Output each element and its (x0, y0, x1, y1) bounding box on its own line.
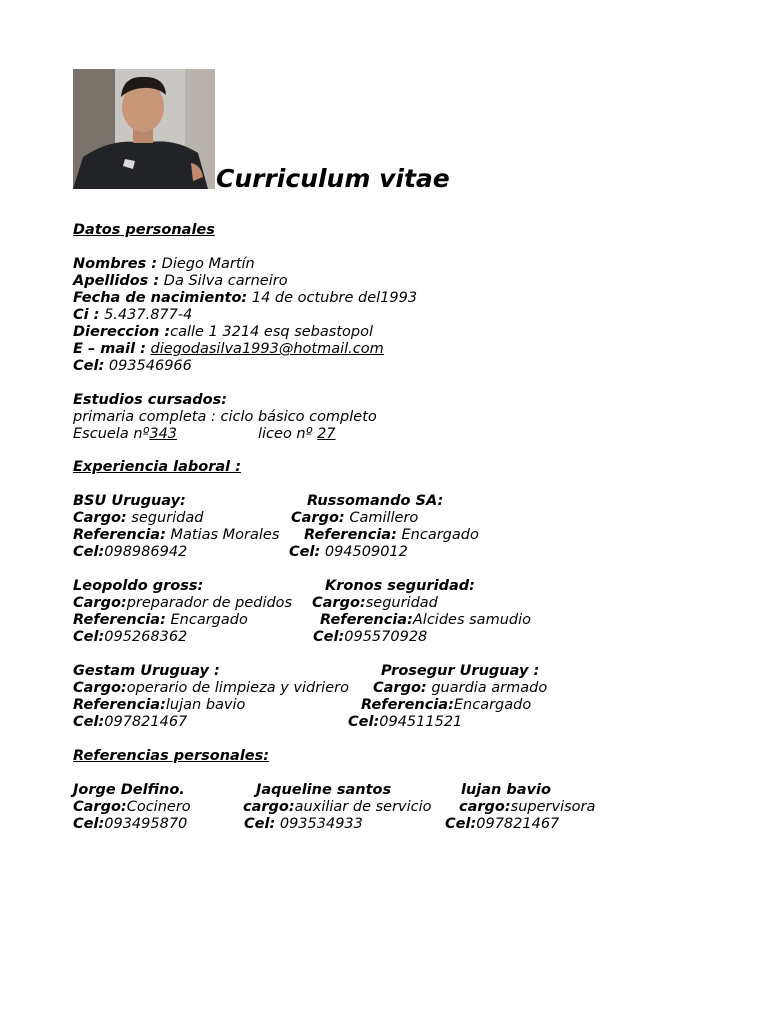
job-company: Prosegur Uruguay : (381, 663, 540, 679)
field-cel: Cel: 093546966 (73, 358, 192, 374)
job-cargo: Cargo: seguridad (73, 510, 204, 526)
field-email: E – mail : diegodasilva1993@hotmail.com (73, 341, 384, 357)
estudios-escuela: Escuela nº343 (73, 426, 178, 442)
job-referencia: Referencia: Matias Morales (73, 527, 280, 543)
job-referencia: Referencia: Encargado (304, 527, 479, 543)
job-cargo: Cargo: guardia armado (373, 680, 548, 696)
profile-photo-image (73, 69, 215, 189)
job-referencia: Referencia:lujan bavio (73, 697, 246, 713)
job-company: Russomando SA: (307, 493, 444, 509)
reference-name: Jorge Delfino. (73, 782, 185, 798)
estudios-liceo: liceo nº 27 (258, 426, 336, 442)
job-cel: Cel:098986942 (73, 544, 188, 560)
job-cel: Cel: 094509012 (289, 544, 408, 560)
reference-cargo: Cargo:Cocinero (73, 799, 191, 815)
section-heading-estudios: Estudios cursados: (73, 392, 228, 408)
field-fecha-nacimiento: Fecha de nacimiento: 14 de octubre del1993 (73, 290, 418, 306)
job-cargo: Cargo:preparador de pedidos (73, 595, 293, 611)
job-company: Leopoldo gross: (73, 578, 204, 594)
job-referencia: Referencia: Encargado (73, 612, 248, 628)
job-company: BSU Uruguay: (73, 493, 186, 509)
job-cel: Cel:094511521 (348, 714, 463, 730)
section-heading-experiencia: Experiencia laboral : (73, 459, 241, 475)
reference-name: Jaqueline santos (256, 782, 392, 798)
job-referencia: Referencia:Alcides samudio (320, 612, 531, 628)
job-company: Gestam Uruguay : (73, 663, 220, 679)
reference-cargo: cargo:supervisora (459, 799, 596, 815)
field-ci: Ci : 5.437.877-4 (73, 307, 193, 323)
job-cargo: Cargo:operario de limpieza y vidriero (73, 680, 349, 696)
job-referencia: Referencia:Encargado (361, 697, 532, 713)
job-cargo: Cargo: Camillero (291, 510, 419, 526)
profile-photo (73, 69, 215, 189)
field-apellidos: Apellidos : Da Silva carneiro (73, 273, 288, 289)
section-heading-referencias: Referencias personales: (73, 748, 270, 764)
reference-name: lujan bavio (461, 782, 551, 798)
job-cel: Cel:097821467 (73, 714, 188, 730)
section-heading-personal: Datos personales (73, 222, 215, 238)
reference-cargo: cargo:auxiliar de servicio (243, 799, 432, 815)
job-cel: Cel:095570928 (313, 629, 428, 645)
job-cel: Cel:095268362 (73, 629, 188, 645)
job-company: Kronos seguridad: (325, 578, 475, 594)
email-link[interactable]: diegodasilva1993@hotmail.com (150, 341, 384, 357)
job-cargo: Cargo:seguridad (312, 595, 438, 611)
reference-cel: Cel: 093534933 (244, 816, 363, 832)
field-nombres: Nombres : Diego Martín (73, 256, 255, 272)
document-title: Curriculum vitae (216, 164, 450, 193)
estudios-line: primaria completa : ciclo básico completo (73, 409, 377, 425)
reference-cel: Cel:097821467 (445, 816, 560, 832)
reference-cel: Cel:093495870 (73, 816, 188, 832)
field-direccion: Diereccion :calle 1 3214 esq sebastopol (73, 324, 373, 340)
